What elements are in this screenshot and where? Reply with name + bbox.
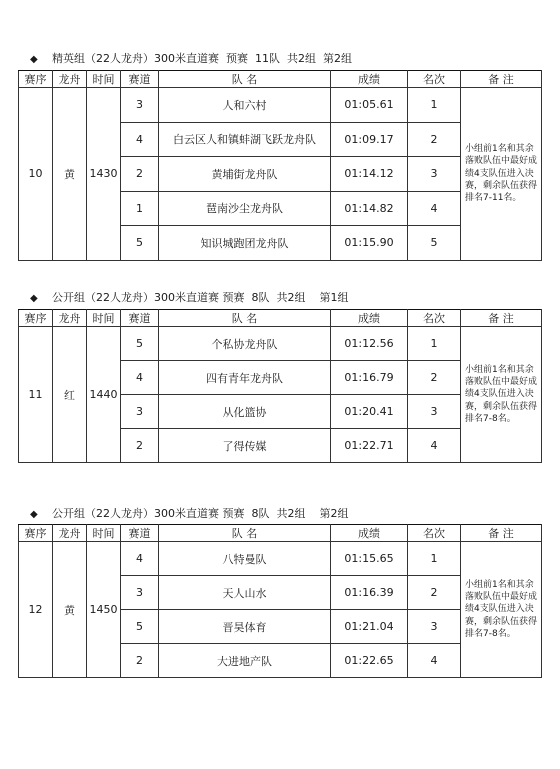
team-name-cell: 了得传媒 [159, 429, 331, 463]
table-row [19, 542, 542, 576]
lane-cell: 4 [121, 542, 159, 576]
team-name-cell: 人和六村 [159, 88, 331, 123]
result-cell: 01:16.39 [331, 576, 408, 610]
team-name-cell: 黄埔街龙舟队 [159, 157, 331, 192]
team-name-cell: 知识城跑团龙舟队 [159, 226, 331, 261]
header-result: 成绩 [331, 525, 408, 542]
lane-cell: 2 [121, 429, 159, 463]
lane-cell: 3 [121, 395, 159, 429]
result-cell: 01:22.65 [331, 644, 408, 678]
header-time: 时间 [87, 310, 121, 327]
team-name-cell: 天人山水 [159, 576, 331, 610]
race-number-cell: 12 [19, 542, 53, 678]
result-cell: 01:15.90 [331, 226, 408, 261]
lane-cell: 5 [121, 226, 159, 261]
header-team: 队 名 [159, 71, 331, 88]
team-name-cell: 晋昊体育 [159, 610, 331, 644]
boat-color-cell: 黄 [53, 542, 87, 678]
lane-cell: 5 [121, 327, 159, 361]
header-lane: 赛道 [121, 525, 159, 542]
result-cell: 01:21.04 [331, 610, 408, 644]
lane-cell: 3 [121, 88, 159, 123]
header-rank: 名次 [408, 525, 461, 542]
rank-cell: 3 [408, 395, 461, 429]
rank-cell: 2 [408, 576, 461, 610]
lane-cell: 1 [121, 191, 159, 226]
team-name-cell: 四有青年龙舟队 [159, 361, 331, 395]
header-team: 队 名 [159, 310, 331, 327]
race-number-cell: 10 [19, 88, 53, 261]
team-name-cell: 个私协龙舟队 [159, 327, 331, 361]
team-name-cell: 白云区人和镇蚌湖飞跃龙舟队 [159, 122, 331, 157]
diamond-bullet-icon: ◆ [30, 293, 38, 304]
result-cell: 01:14.82 [331, 191, 408, 226]
table-row [19, 88, 542, 123]
header-rank: 名次 [408, 310, 461, 327]
rank-cell: 4 [408, 644, 461, 678]
result-cell: 01:16.79 [331, 361, 408, 395]
remark-cell: 小组前1名和其余落败队伍中最好成绩4支队伍进入决赛，剩余队伍获得排名7-8名。 [461, 542, 542, 678]
team-name-cell: 八特曼队 [159, 542, 331, 576]
header-boat: 龙舟 [53, 310, 87, 327]
start-time-cell: 1430 [87, 88, 121, 261]
rank-cell: 3 [408, 157, 461, 192]
result-cell: 01:14.12 [331, 157, 408, 192]
section-title-text: 精英组（22人龙舟）300米直道赛 预赛 11队 共2组 第2组 [52, 52, 352, 65]
header-race-no: 赛序 [19, 525, 53, 542]
lane-cell: 4 [121, 122, 159, 157]
lane-cell: 2 [121, 644, 159, 678]
table-header-row [19, 525, 542, 542]
lane-cell: 2 [121, 157, 159, 192]
race-number-cell: 11 [19, 327, 53, 463]
rank-cell: 2 [408, 122, 461, 157]
race-table [18, 70, 542, 261]
rank-cell: 4 [408, 429, 461, 463]
rank-cell: 5 [408, 226, 461, 261]
header-boat: 龙舟 [53, 71, 87, 88]
header-team: 队 名 [159, 525, 331, 542]
start-time-cell: 1440 [87, 327, 121, 463]
boat-color-cell: 黄 [53, 88, 87, 261]
result-cell: 01:22.71 [331, 429, 408, 463]
diamond-bullet-icon: ◆ [30, 509, 38, 520]
lane-cell: 4 [121, 361, 159, 395]
header-result: 成绩 [331, 310, 408, 327]
header-race-no: 赛序 [19, 310, 53, 327]
result-cell: 01:12.56 [331, 327, 408, 361]
section-title-text: 公开组（22人龙舟）300米直道赛 预赛 8队 共2组 第1组 [52, 291, 349, 304]
race-table [18, 309, 542, 463]
header-rank: 名次 [408, 71, 461, 88]
table-header-row [19, 310, 542, 327]
section-title-text: 公开组（22人龙舟）300米直道赛 预赛 8队 共2组 第2组 [52, 507, 349, 520]
section-title [30, 51, 352, 67]
remark-cell: 小组前1名和其余落败队伍中最好成绩4支队伍进入决赛，剩余队伍获得排名7-8名。 [461, 327, 542, 463]
rank-cell: 1 [408, 327, 461, 361]
rank-cell: 1 [408, 88, 461, 123]
header-remark: 备 注 [461, 310, 542, 327]
diamond-bullet-icon: ◆ [30, 54, 38, 65]
result-cell: 01:05.61 [331, 88, 408, 123]
start-time-cell: 1450 [87, 542, 121, 678]
header-boat: 龙舟 [53, 525, 87, 542]
race-table [18, 524, 542, 678]
rank-cell: 3 [408, 610, 461, 644]
result-cell: 01:15.65 [331, 542, 408, 576]
rank-cell: 2 [408, 361, 461, 395]
header-race-no: 赛序 [19, 71, 53, 88]
header-time: 时间 [87, 71, 121, 88]
lane-cell: 5 [121, 610, 159, 644]
team-name-cell: 大进地产队 [159, 644, 331, 678]
header-result: 成绩 [331, 71, 408, 88]
header-remark: 备 注 [461, 525, 542, 542]
rank-cell: 1 [408, 542, 461, 576]
result-cell: 01:09.17 [331, 122, 408, 157]
table-row [19, 327, 542, 361]
section-title [30, 290, 348, 306]
team-name-cell: 从化篮协 [159, 395, 331, 429]
boat-color-cell: 红 [53, 327, 87, 463]
team-name-cell: 琶南沙尘龙舟队 [159, 191, 331, 226]
header-time: 时间 [87, 525, 121, 542]
header-remark: 备 注 [461, 71, 542, 88]
remark-cell: 小组前1名和其余落败队伍中最好成绩4支队伍进入决赛，剩余队伍获得排名7-11名。 [461, 88, 542, 261]
section-title [30, 506, 348, 522]
result-cell: 01:20.41 [331, 395, 408, 429]
header-lane: 赛道 [121, 71, 159, 88]
rank-cell: 4 [408, 191, 461, 226]
header-lane: 赛道 [121, 310, 159, 327]
lane-cell: 3 [121, 576, 159, 610]
table-header-row [19, 71, 542, 88]
